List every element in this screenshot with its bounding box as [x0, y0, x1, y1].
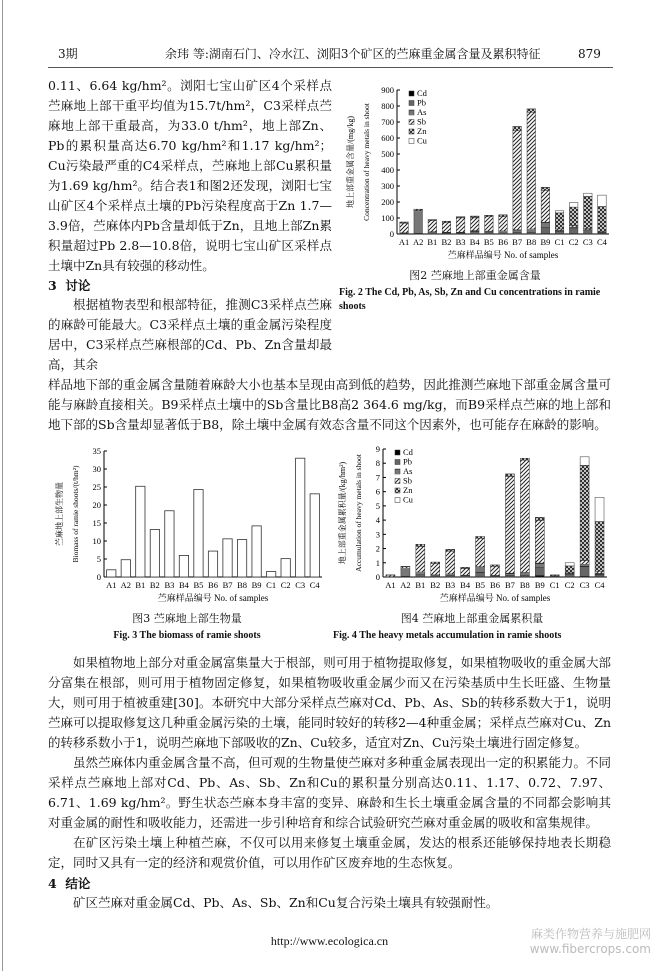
watermark: [530, 927, 651, 957]
figure-3-chart: [48, 445, 326, 605]
bar-segment-sb-c3: [580, 561, 589, 565]
figure-2-caption-en: Fig. 2 The Cd, Pb, As, Sb, Zn and Cu concentrations in ramie shoots: [339, 286, 611, 314]
bar-b9: [252, 526, 261, 577]
legend-label-cd: Cd: [417, 88, 428, 98]
figure-4: [333, 445, 611, 643]
section-3-heading: [48, 277, 332, 295]
footer-url[interactable]: http://www.ecologica.cn: [48, 927, 611, 949]
x-tick-label: B3: [164, 580, 174, 590]
x-tick-label: B3: [456, 237, 466, 247]
bar-b4: [179, 555, 188, 577]
bar-segment-pb-c2: [565, 574, 574, 577]
bar-segment-zn-c2: [565, 566, 574, 573]
bar-segment-as-c3: [580, 564, 589, 566]
x-tick-label: C2: [569, 237, 579, 247]
figure-4-caption-en: Fig. 4 The heavy metals accumulation in ramie shoots: [333, 629, 611, 643]
header-page-number: 879: [578, 47, 601, 61]
x-tick-label: C4: [310, 580, 321, 590]
x-tick-label: B8: [237, 580, 247, 590]
bar-segment-sb-b7: [513, 131, 521, 230]
figure-row: [48, 445, 611, 643]
x-tick-label: C3: [295, 580, 305, 590]
legend-swatch-cd: [409, 91, 414, 96]
bar-segment-pb-b5: [476, 572, 485, 576]
figure-3-caption-en: Fig. 3 The biomass of ramie shoots: [48, 629, 326, 643]
y-tick-label: 400: [381, 165, 394, 175]
discussion-paragraph-part2: 样品地下部的重金属含量随着麻龄大小也基本呈现由高到低的趋势，因此推测苎麻地下部重金属含量可能与麻龄直接相关。B9采样点土壤中的Sb含量比B8高2 364.6 mg/kg，而B9采样点苎麻的地上部和地下部的Sb含量却显著低于B8，除土壤中金属有效态含量不同这个因素外，也可能存在麻龄的影响。: [48, 375, 611, 435]
paragraph-remediation: 如果植物地上部分对重金属富集量大于根部，则可用于植物提取修复，如果植物吸收的重金属大部分富集在根部，则可用于植物固定修复，如果植物吸收重金属少而又在污染基质中生长旺盛、生物量大，则可用于植被重建[30]。本研究中大部分采样点苎麻对Cd、Pb、As、Sb的转移系数大于1，说明苎麻可以提取修复这几种重金属污染的土壤，能同时较好的转移2—4种重金属；采样点苎麻对Cu、Zn的转移系数小于1，说明苎麻地下部吸收的Zn、Cu较多，适宜对Zn、Cu污染土壤进行固定修复。: [48, 653, 611, 753]
section-4-heading: [48, 875, 611, 893]
bar-segment-cu-c4: [598, 195, 606, 206]
bar-segment-as-b5: [476, 567, 485, 573]
bar-segment-pb-c2: [569, 228, 577, 234]
bar-segment-sb-b1: [428, 221, 436, 232]
header-issue: 3期: [58, 47, 78, 61]
y-tick-label: 800: [381, 101, 394, 111]
x-tick-label: C2: [565, 580, 575, 590]
bar-segment-sb-b8: [527, 112, 535, 229]
bar-c4: [310, 494, 319, 577]
bar-a1: [107, 570, 116, 577]
bar-segment-pb-b9: [535, 567, 544, 575]
bar-segment-zn-b6: [491, 565, 500, 566]
bar-segment-as-b7: [513, 230, 521, 232]
x-tick-label: C1: [266, 580, 276, 590]
x-tick-label: A2: [400, 580, 410, 590]
x-axis-label: 苎麻样品编号 No. of samples: [440, 592, 551, 603]
legend-swatch-pb: [395, 460, 400, 465]
bar-segment-sb-c4: [595, 571, 604, 573]
bar-segment-zn-b9: [535, 517, 544, 520]
bar-segment-zn-b2: [431, 562, 440, 563]
legend-swatch-zn: [395, 488, 400, 493]
paragraph-ecological-restoration: 在矿区污染土壤上种植苎麻，不仅可以用来修复土壤重金属，发达的根系还能够保持地表长期稳定，同时又具有一定的经济和观赏价值，可以用作矿区废弃地的生态恢复。: [48, 833, 611, 873]
y-tick-label: 5: [376, 501, 380, 511]
bar-segment-cu-c3: [580, 457, 589, 466]
x-tick-label: B9: [540, 237, 550, 247]
bar-segment-sb-a1: [386, 575, 395, 577]
footer: [48, 927, 611, 971]
bar-segment-sb-b2: [431, 563, 440, 574]
x-axis-label: 苎麻样品编号 No. of samples: [448, 249, 559, 260]
x-tick-label: B8: [520, 580, 530, 590]
bar-segment-as-b9: [541, 222, 549, 227]
y-tick-label: 300: [381, 181, 394, 191]
bar-segment-zn-c4: [598, 206, 606, 231]
x-tick-label: B1: [427, 237, 437, 247]
section-number: 4: [48, 876, 57, 891]
legend-label-sb: Sb: [417, 117, 426, 127]
x-tick-label: B1: [135, 580, 145, 590]
figure-4-caption-cn: 图4 苎麻地上部重金属累积量: [333, 611, 611, 626]
watermark-line1: 麻类作物营养与施肥网: [530, 927, 651, 942]
x-tick-label: B6: [498, 237, 508, 247]
x-tick-label: B9: [535, 580, 545, 590]
y-tick-label: 9: [376, 444, 380, 454]
watermark-line2: www.fibercrops.com: [530, 942, 651, 957]
bar-a2: [121, 560, 130, 577]
y-tick-label: 15: [93, 518, 102, 528]
figure-3: [48, 445, 326, 643]
bar-segment-zn-c3: [580, 465, 589, 560]
top-row: [48, 76, 611, 375]
bar-segment-zn-b8: [527, 109, 535, 112]
y-tick-label: 3: [376, 529, 380, 539]
y-tick-label: 700: [381, 117, 394, 127]
legend-label-pb: Pb: [403, 457, 412, 467]
x-tick-label: C1: [550, 580, 560, 590]
section-number: 3: [48, 278, 57, 293]
bar-segment-cu-c2: [565, 563, 574, 566]
y-axis-label-en: Accumulation of heavy metals in shoot: [354, 453, 363, 572]
body-paragraphs: [48, 653, 611, 873]
legend-swatch-cd: [395, 450, 400, 455]
bar-b6: [208, 551, 217, 577]
figure-3-caption-cn: 图3 苎麻地上部生物量: [48, 611, 326, 626]
legend-label-cu: Cu: [403, 495, 414, 505]
bar-segment-as-b1: [416, 572, 425, 574]
bar-segment-sb-b6: [491, 566, 500, 575]
y-axis-label-cn: 地上部重金属累积量/(kg/hm²): [337, 461, 347, 564]
x-tick-label: B1: [415, 580, 425, 590]
x-tick-label: C1: [555, 237, 565, 247]
bar-segment-pb-c3: [580, 567, 589, 577]
y-tick-label: 900: [381, 85, 394, 95]
y-tick-label: 25: [93, 482, 102, 492]
bar-b8: [237, 540, 246, 577]
bar-segment-sb-b5: [485, 217, 493, 231]
legend-label-zn: Zn: [417, 126, 427, 136]
x-tick-label: A1: [399, 237, 409, 247]
x-tick-label: C3: [580, 580, 590, 590]
legend-swatch-sb: [409, 120, 414, 125]
bar-segment-pb-c4: [595, 575, 604, 577]
y-tick-label: 8: [376, 458, 380, 468]
y-tick-label: 200: [381, 197, 394, 207]
paragraph-accumulation: 虽然苎麻体内重金属含量不高，但可观的生物量使苎麻对多种重金属表现出一定的积累能力。不同采样点苎麻地上部对Cd、Pb、As、Sb、Zn和Cu的累积量分别高达0.11、1.17、0.72、7.97、6.71、1.69 kg/hm²。野生状态苎麻本身丰富的变异、麻龄和生长土壤重金属含量的不同都会影响其对重金属的耐性和吸收能力，还需进一步引种培育和综合试验研究苎麻对重金属的吸收和富集规律。: [48, 753, 611, 833]
x-tick-label: B5: [484, 237, 494, 247]
y-tick-label: 0: [376, 572, 380, 582]
bar-segment-zn-b9: [541, 187, 549, 190]
bar-segment-zn-b3: [446, 549, 455, 551]
legend-swatch-as: [395, 469, 400, 474]
legend-label-sb: Sb: [403, 476, 412, 486]
x-tick-label: B5: [475, 580, 485, 590]
y-tick-label: 4: [376, 515, 381, 525]
bar-segment-sb-b1: [416, 546, 425, 572]
bar-segment-sb-b8: [520, 460, 529, 572]
bar-segment-pb-b1: [416, 574, 425, 577]
x-tick-label: B7: [505, 580, 515, 590]
conclusion-paragraph: 矿区苎麻对重金属Cd、Pb、As、Sb、Zn和Cu复合污染土壤具有较强耐性。: [48, 893, 611, 913]
bar-segment-zn-b7: [513, 127, 521, 131]
bar-segment-cu-c4: [595, 497, 604, 521]
x-tick-label: B5: [194, 580, 204, 590]
header-title: 余玮 等:湖南石门、冷水江、浏阳3个矿区的苎麻重金属含量及累积特征: [165, 47, 541, 61]
x-tick-label: C2: [281, 580, 291, 590]
y-tick-label: 0: [390, 229, 394, 239]
bar-segment-as-b8: [520, 572, 529, 575]
x-tick-label: B2: [430, 580, 440, 590]
bar-c1: [266, 572, 275, 577]
bar-segment-as-b7: [505, 573, 514, 575]
y-tick-label: 500: [381, 149, 394, 159]
bar-segment-sb-b2: [442, 223, 450, 233]
x-tick-label: B6: [490, 580, 500, 590]
figure-2-chart: [339, 84, 611, 262]
bar-segment-sb-b6: [499, 217, 507, 231]
legend-label-as: As: [403, 466, 412, 476]
y-tick-label: 7: [376, 472, 380, 482]
bar-segment-sb-b4: [461, 569, 470, 575]
legend-swatch-pb: [409, 101, 414, 106]
x-tick-label: A1: [106, 580, 116, 590]
bar-segment-zn-c4: [595, 522, 604, 572]
legend-swatch-as: [409, 110, 414, 115]
section-title: 讨论: [65, 278, 90, 293]
legend-swatch-cu: [395, 498, 400, 503]
x-tick-label: C4: [597, 237, 608, 247]
bar-segment-pb-b4: [470, 231, 478, 233]
y-axis-label-cn: 地上部重金属含量/(mg/kg): [345, 116, 355, 208]
x-tick-label: B8: [526, 237, 536, 247]
y-tick-label: 2: [376, 544, 380, 554]
legend-label-as: As: [417, 107, 426, 117]
x-axis-label: 苎麻样品编号 No. of samples: [158, 592, 269, 603]
bar-segment-cu-c2: [569, 202, 577, 207]
y-tick-label: 10: [93, 536, 102, 546]
bar-b2: [150, 529, 159, 577]
bar-segment-zn-b5: [476, 536, 485, 538]
x-tick-label: B4: [179, 580, 190, 590]
x-tick-label: B9: [252, 580, 262, 590]
y-axis-label-en: Biomass of ramie shoots/(t/hm²): [71, 465, 80, 563]
x-tick-label: B2: [442, 237, 452, 247]
bar-c2: [281, 559, 290, 577]
bar-segment-pb-c1: [555, 231, 563, 233]
legend-label-cu: Cu: [417, 136, 428, 146]
legend-label-zn: Zn: [403, 485, 413, 495]
y-tick-label: 100: [381, 213, 394, 223]
figure-4-chart: [333, 445, 611, 605]
bar-segment-sb-a1: [400, 223, 408, 233]
x-tick-label: B3: [445, 580, 455, 590]
y-tick-label: 0: [97, 572, 101, 582]
bar-segment-cu-c3: [584, 193, 592, 196]
y-tick-label: 30: [93, 464, 102, 474]
legend-swatch-zn: [409, 129, 414, 134]
bar-segment-zn-b7: [505, 474, 514, 477]
x-tick-label: A2: [121, 580, 131, 590]
bar-segment-pb-b9: [541, 227, 549, 233]
x-tick-label: B7: [512, 237, 522, 247]
bar-segment-sb-b9: [535, 520, 544, 563]
x-tick-label: A1: [385, 580, 395, 590]
bar-b1: [136, 486, 145, 577]
x-tick-label: C3: [583, 237, 593, 247]
page-content: [48, 0, 611, 971]
bar-segment-zn-b4: [461, 567, 470, 568]
legend-swatch-sb: [395, 479, 400, 484]
legend-label-pb: Pb: [417, 98, 426, 108]
y-tick-label: 35: [93, 446, 102, 456]
y-axis-label-cn: 苎麻地上部生物量: [54, 482, 64, 546]
bar-segment-as-b8: [527, 229, 535, 232]
x-tick-label: B6: [208, 580, 218, 590]
bar-b3: [165, 511, 174, 577]
y-tick-label: 20: [93, 500, 102, 510]
y-tick-label: 600: [381, 133, 394, 143]
legend-label-cd: Cd: [403, 447, 414, 457]
legend-swatch-cu: [409, 139, 414, 144]
bar-segment-zn-c3: [584, 196, 592, 228]
bar-segment-sb-b9: [541, 190, 549, 222]
bar-segment-cu-c1: [555, 211, 563, 213]
bar-segment-zn-b1: [416, 544, 425, 546]
section-title: 结论: [65, 876, 90, 891]
figure-2: [339, 76, 611, 314]
bar-segment-zn-c2: [569, 207, 577, 225]
bar-segment-sb-b5: [476, 538, 485, 566]
x-tick-label: C4: [595, 580, 606, 590]
x-tick-label: B2: [150, 580, 160, 590]
bar-segment-zn-b8: [520, 458, 529, 460]
bar-b5: [194, 490, 203, 577]
x-tick-label: A2: [413, 237, 423, 247]
bar-segment-sb-b7: [505, 476, 514, 573]
left-column: [48, 76, 332, 375]
figure-2-caption-cn: 图2 苎麻地上部重金属含量: [339, 268, 611, 283]
x-tick-label: B7: [223, 580, 233, 590]
bar-segment-sb-b3: [456, 218, 464, 232]
results-paragraph: 0.11、6.64 kg/hm²。浏阳七宝山矿区4个采样点苎麻地上部干重平均值为15.7t/hm²，C3采样点苎麻地上部干重最高，为33.0 t/hm²，地上部Zn、Pb的累积量高达6.70 kg/hm²和1.17 kg/hm²；Cu污染最严重的C4采样点，苎麻地上部Cu累积量为1.69 kg/hm²。结合表1和图2还发现，浏阳七宝山矿区4个采样点土壤的Pb污染程度高于Zn 1.7—3.9倍，苎麻体内Pb含量却低于Zn，且地上部Zn累积量超过Pb 2.8—10.8倍，说明七宝山矿区采样点土壤中Zn具有较强的移动性。: [48, 76, 332, 276]
bar-b7: [223, 539, 232, 577]
y-axis-label-en: Concentration of heavy metals in shoot: [362, 102, 371, 221]
bar-segment-as-b9: [535, 563, 544, 567]
y-tick-label: 6: [376, 487, 380, 497]
x-tick-label: B4: [460, 580, 471, 590]
y-tick-label: 5: [97, 554, 101, 564]
page-edge: [2, 0, 3, 971]
x-tick-label: B4: [470, 237, 481, 247]
bar-segment-as-a2: [401, 568, 410, 577]
y-tick-label: 1: [376, 558, 380, 568]
bar-segment-pb-b5: [485, 232, 493, 234]
bar-segment-pb-c3: [584, 230, 592, 233]
bar-segment-sb-b3: [446, 551, 455, 574]
bar-segment-sb-b4: [470, 218, 478, 231]
bar-c3: [296, 458, 305, 577]
discussion-paragraph-part1: 根据植物表型和根部特征，推测C3采样点苎麻的麻龄可能最大。C3采样点土壤的重金属污染程度居中，C3采样点苎麻根部的Cd、Pb、Zn含量却最高，其余: [48, 295, 332, 375]
bar-segment-zn-c1: [555, 213, 563, 229]
bar-segment-as-a2: [414, 211, 422, 233]
